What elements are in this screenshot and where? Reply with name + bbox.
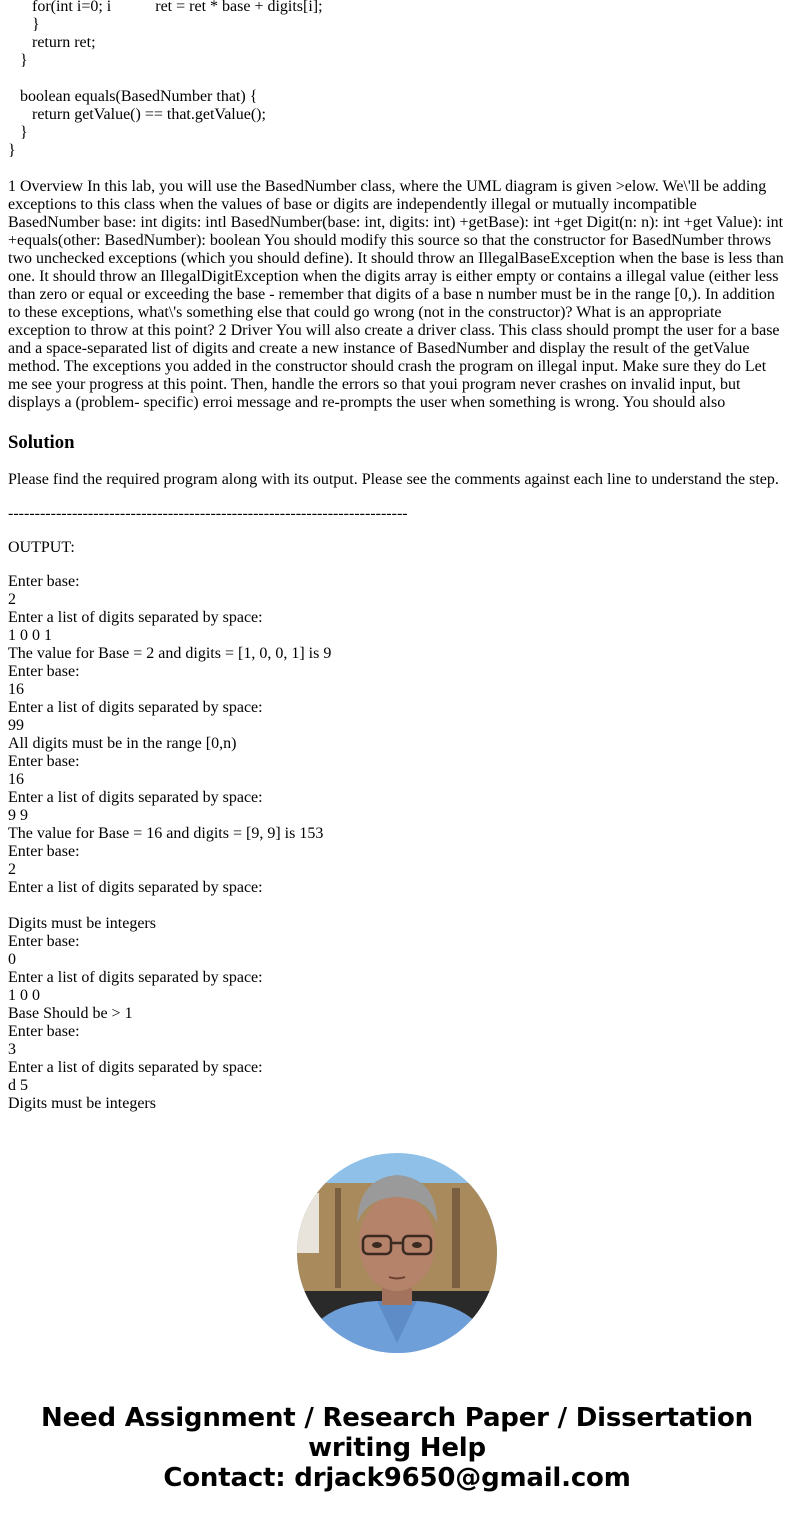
- output-line: Enter a list of digits separated by space:: [8, 1059, 263, 1076]
- portrait-photo-icon: [297, 1153, 497, 1353]
- code-line: return getValue() == that.getValue();: [8, 106, 266, 123]
- code-line: boolean equals(BasedNumber that) {: [8, 88, 258, 105]
- output-line: 16: [8, 681, 24, 698]
- output-line: Enter base:: [8, 573, 80, 590]
- output-line: 3: [8, 1041, 16, 1058]
- output-line: Enter base:: [8, 843, 80, 860]
- output-line: 1 0 0: [8, 987, 40, 1004]
- code-line: return ret;: [8, 34, 96, 51]
- output-line: Enter base:: [8, 933, 80, 950]
- output-line: d 5: [8, 1077, 28, 1094]
- code-snippet: [8, 0, 786, 160]
- output-line: Digits must be integers: [8, 1095, 156, 1112]
- code-line: }: [8, 142, 16, 159]
- dashed-divider: ---------------------------------------------------------------------------: [8, 505, 408, 522]
- output-line: Enter a list of digits separated by space:: [8, 609, 263, 626]
- solution-intro: Please find the required program along with its output. Please see the comments against each line to understand the step.: [8, 471, 779, 488]
- solution-heading: Solution: [8, 432, 75, 453]
- output-line: Digits must be integers: [8, 915, 156, 932]
- output-line: 1 0 0 1: [8, 627, 52, 644]
- output-line: 99: [8, 717, 24, 734]
- output-line: [8, 897, 786, 915]
- code-line: }: [8, 124, 28, 141]
- output-line: 2: [8, 591, 16, 608]
- output-line: The value for Base = 2 and digits = [1, 0, 0, 1] is 9: [8, 645, 332, 662]
- output-label: OUTPUT:: [8, 539, 75, 556]
- code-line: }: [8, 52, 28, 69]
- output-line: 9 9: [8, 807, 28, 824]
- output-line: Enter a list of digits separated by space:: [8, 879, 263, 896]
- output-line: Enter base:: [8, 753, 80, 770]
- code-line: for(int i=0; i ret = ret * base + digits[i];: [8, 0, 323, 15]
- output-line: Enter a list of digits separated by space:: [8, 969, 263, 986]
- output-line: Base Should be > 1: [8, 1005, 133, 1022]
- advert-contact: Contact: drjack9650@gmail.com: [163, 1463, 631, 1493]
- output-line: Enter a list of digits separated by space:: [8, 699, 263, 716]
- advert-line: writing Help: [308, 1433, 486, 1463]
- code-line: [8, 70, 786, 88]
- output-line: Enter base:: [8, 1023, 80, 1040]
- output-line: All digits must be in the range [0,n): [8, 735, 237, 752]
- output-line: 2: [8, 861, 16, 878]
- output-line: 0: [8, 951, 16, 968]
- code-line: }: [8, 16, 40, 33]
- advert-banner: [0, 1403, 794, 1493]
- program-output: [8, 573, 786, 1113]
- avatar: [297, 1153, 497, 1353]
- output-line: Enter base:: [8, 663, 80, 680]
- advert-line: Need Assignment / Research Paper / Dissertation: [41, 1403, 753, 1433]
- output-line: The value for Base = 16 and digits = [9, 9] is 153: [8, 825, 324, 842]
- question-text: 1 Overview In this lab, you will use the BasedNumber class, where the UML diagram is given >elow. We\'ll be adding exceptions to this class when the values of base or digits are independently illegal or mutually incompatible BasedNumber base: int digits: intl BasedNumber(base: int, digits: int) +getBase): int +get Digit(n: n): int +get Value): int +equals(other: BasedNumber): boolean You should modify this source so that the constructor for BasedNumber throws two unchecked exceptions (which you should define). It should throw an IllegalBaseException when the base is less than one. It should throw an IllegalDigitException when the digits array is either empty or contains a illegal value (either less than zero or equal or exceeding the base - remember that digits of a base n number must be in the range [0,). In addition to these exceptions, what\'s something else that could go wrong (not in the constructor)? What is an appropriate exception to throw at this point? 2 Driver You will also create a driver class. This class should prompt the user for a base and a space-separated list of digits and create a new instance of BasedNumber and display the result of the getValue method. The exceptions you added in the constructor should crash the program on illegal input. Make sure they do Let me see your progress at this point. Then, handle the errors so that youi program never crashes on invalid input, but displays a (problem- specific) erroi message and re-prompts the user when something is wrong. You should also: [8, 178, 784, 411]
- output-line: 16: [8, 771, 24, 788]
- output-line: Enter a list of digits separated by space:: [8, 789, 263, 806]
